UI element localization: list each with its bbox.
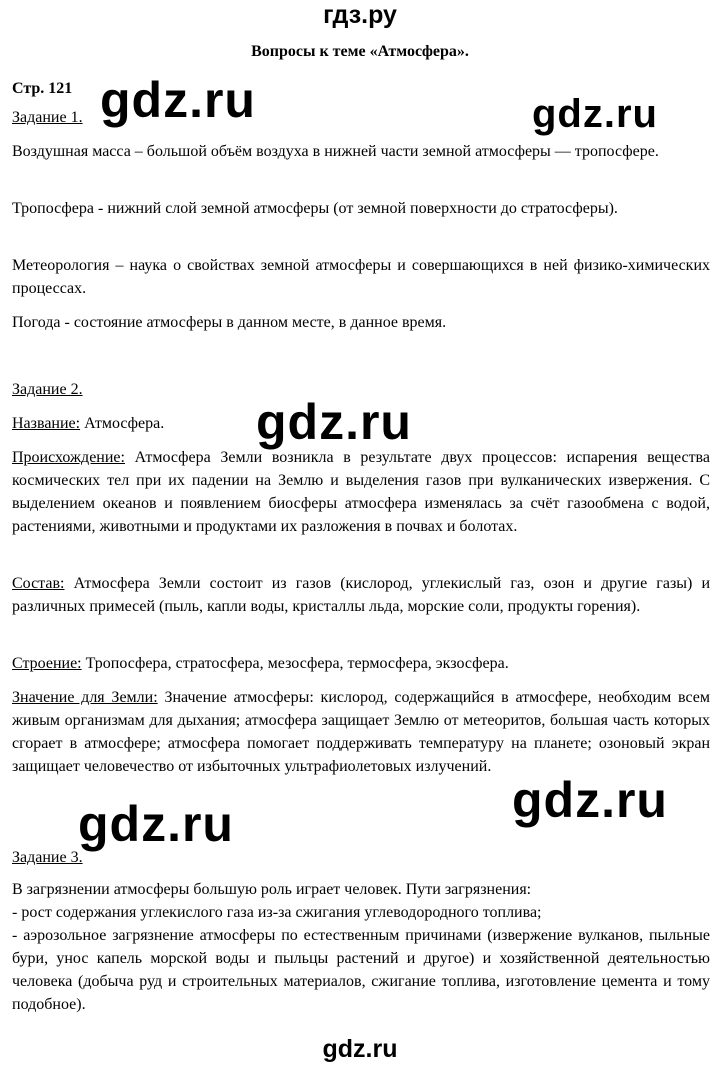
task2-significance — [12, 686, 710, 778]
watermark-2: gdz.ru — [532, 92, 658, 136]
task2-composition-text: Атмосфера Земли состоит из газов (кислород, углекислый газ, озон и другие газы) и различных примесей (пыль, капли воды, кристаллы льда, морские соли, продукты горения). — [12, 575, 710, 615]
watermark-4: gdz.ru — [512, 772, 668, 828]
task2-significance-label: Значение для Земли: — [12, 689, 158, 706]
task2-composition — [12, 572, 710, 618]
task1-item-meteorology: Метеорология – наука о свойствах земной атмосферы и совершающихся в ней физико-химических процессах. — [12, 257, 710, 297]
task2-origin-text: Атмосфера Земли возникла в результате двух процессов: испарения вещества космических тел при их падении на Землю и выделения газов при вулканических извержения. С выделением океанов и появлением биосферы атмосфера изменялась за счёт газообмена с водой, растениями, животными и продуктами их разложения в почвах и болотах. — [12, 449, 710, 535]
task1-item-air-mass: Воздушная масса – большой объём воздуха в нижней части земной атмосферы — тропосфере. — [12, 143, 659, 160]
watermark-3: gdz.ru — [256, 394, 412, 450]
watermark-5: gdz.ru — [78, 796, 234, 852]
task3-item-aerosol: - аэрозольное загрязнение атмосферы по естественным причинами (извержение вулканов, пыльные бури, унос капель морской воды и пыльцы растений и другое) и хозяйственной деятельностью человека (добыча руд и строительных материалов, сжигание топлива, изготовление цемента и тому подобное). — [12, 927, 710, 1013]
task3-heading: Задание 3. — [12, 849, 83, 866]
task2-name-label: Название: — [12, 415, 81, 432]
task2-structure-text: Тропосфера, стратосфера, мезосфера, термосфера, экзосфера. — [81, 655, 509, 672]
task1-item-weather: Погода - состояние атмосферы в данном месте, в данное время. — [12, 314, 447, 331]
task2-structure — [12, 652, 710, 675]
task1-item-troposphere: Тропосфера - нижний слой земной атмосферы (от земной поверхности до стратосферы). — [12, 200, 618, 217]
task2-heading: Задание 2. — [12, 381, 83, 398]
task2-structure-label: Строение: — [12, 655, 82, 672]
page-title: Вопросы к теме «Атмосфера». — [251, 43, 469, 60]
task2-origin — [12, 446, 710, 538]
task3-intro: В загрязнении атмосферы большую роль играет человек. Пути загрязнения: — [12, 881, 532, 898]
task3-content — [12, 878, 710, 1016]
site-header: гдз.ру — [323, 1, 397, 29]
watermark-1: gdz.ru — [100, 72, 256, 128]
task2-composition-label: Состав: — [12, 575, 65, 592]
page-reference: Стр. 121 — [12, 80, 73, 97]
task2-name-text: Атмосфера. — [80, 415, 165, 432]
task3-item-co2: - рост содержания углекислого газа из-за сжигания углеводородного топлива; — [12, 904, 542, 921]
site-footer: gdz.ru — [322, 1035, 398, 1063]
task2-significance-text: Значение атмосферы: кислород, содержащийся в атмосфере, необходим всем живым организмам для дыхания; атмосфера защищает Землю от метеоритов, большая часть которых сгорает в атмосфере; атмосфера помогает поддерживать температуру на планете; озоновый экран защищает человечество от избыточных ультрафиолетовых излучений. — [12, 689, 710, 775]
task2-origin-label: Происхождение: — [12, 449, 125, 466]
task1-heading: Задание 1. — [12, 109, 83, 126]
